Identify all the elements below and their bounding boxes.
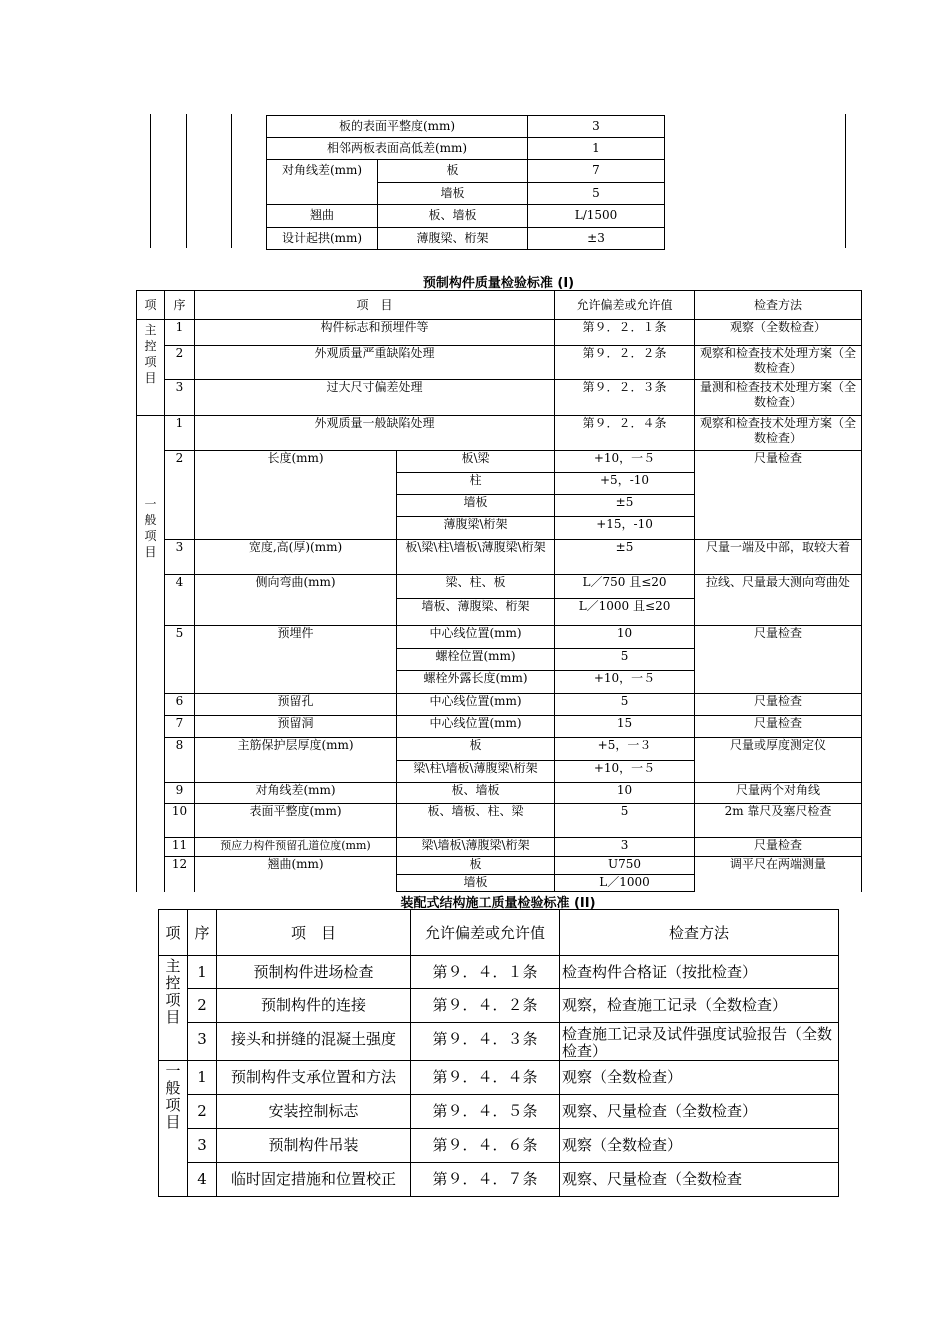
row-no: 1 [165, 320, 195, 346]
row-no: 2 [165, 346, 195, 380]
header-col1: 项 [159, 910, 188, 956]
method-cell: 尺量检查 [695, 451, 862, 540]
value-cell: 10 [555, 783, 695, 804]
item-cell: 预应力构件预留孔道位度(mm) [195, 838, 397, 857]
table-row [159, 1163, 839, 1197]
value-cell: 7 [528, 160, 665, 183]
value-cell: L／1000 [555, 875, 695, 892]
item-cell: 板的表面平整度(mm) [267, 116, 528, 138]
row-no: 1 [188, 1061, 217, 1095]
value-cell: 5 [528, 183, 665, 205]
item-cell: 长度(mm) [195, 451, 397, 540]
sub-item-cell: 中心线位置(mm) [397, 626, 555, 649]
sub-item-cell: 墙板 [378, 183, 528, 205]
row-no: 2 [165, 451, 195, 540]
method-cell: 观察、尺量检查（全数检查 [560, 1163, 839, 1197]
method-cell: 尺量检查 [695, 838, 862, 857]
sub-item-cell: 板 [397, 738, 555, 761]
sub-item-cell: 墙板、薄腹梁、桁架 [397, 599, 555, 626]
item-cell: 外观质量一般缺陷处理 [195, 416, 555, 451]
row-no: 3 [188, 1129, 217, 1163]
header-col5: 检查方法 [695, 291, 862, 320]
item-cell: 设计起拱(mm) [267, 228, 378, 250]
top-table [266, 115, 665, 250]
row-no: 2 [188, 989, 217, 1023]
sub-item-cell: 板 [397, 857, 555, 875]
sub-item-cell: 中心线位置(mm) [397, 694, 555, 716]
value-cell: L／1000 且≤20 [555, 599, 695, 626]
table2 [158, 909, 839, 1197]
value-cell: ±5 [555, 495, 695, 517]
table-row [137, 694, 862, 716]
value-cell: 10 [555, 626, 695, 649]
item-cell: 翘曲(mm) [195, 857, 397, 892]
method-cell: 检查施工记录及试件强度试验报告（全数检查） [560, 1023, 839, 1061]
value-cell: 5 [555, 694, 695, 716]
method-cell: 观察、尺量检查（全数检查） [560, 1095, 839, 1129]
item-cell: 翘曲 [267, 205, 378, 228]
value-cell: ±3 [528, 228, 665, 250]
row-no: 11 [165, 838, 195, 857]
table-row [137, 451, 862, 473]
method-cell: 观察和检查技术处理方案（全数检查） [695, 346, 862, 380]
method-cell: 尺量检查 [695, 626, 862, 694]
table1-title: 预制构件质量检验标准 (I) [422, 276, 575, 291]
item-cell: 接头和拼缝的混凝土强度 [217, 1023, 411, 1061]
general-label: 一般项目 [159, 1061, 188, 1197]
row-no: 3 [188, 1023, 217, 1061]
row-no: 6 [165, 694, 195, 716]
item-cell: 预制构件的连接 [217, 989, 411, 1023]
header-col2: 序 [188, 910, 217, 956]
method-cell: 观察（全数检查） [560, 1129, 839, 1163]
value-cell: 5 [555, 804, 695, 838]
value-cell: +10，一５ [555, 761, 695, 783]
item-cell: 相邻两板表面高低差(mm) [267, 138, 528, 160]
item-cell: 对角线差(mm) [195, 783, 397, 804]
row-no: 4 [188, 1163, 217, 1197]
sub-item-cell: 板\梁\柱\墙板\薄腹梁\桁架 [397, 540, 555, 575]
sub-item-cell: 螺栓位置(mm) [397, 649, 555, 671]
value-cell: U750 [555, 857, 695, 875]
general-label: 一般项目 [137, 416, 165, 892]
table-row [137, 838, 862, 857]
item-cell: 宽度,高(厚)(mm) [195, 540, 397, 575]
table-row [137, 626, 862, 649]
header-col4: 允许偏差或允许值 [555, 291, 695, 320]
row-no: 5 [165, 626, 195, 694]
value-cell: 第９．４．１条 [411, 956, 560, 989]
value-cell: 5 [555, 649, 695, 671]
method-cell: 观察，检查施工记录（全数检查） [560, 989, 839, 1023]
value-cell: 第９．２．１条 [555, 320, 695, 346]
value-cell: 第９．４．７条 [411, 1163, 560, 1197]
value-cell: 第９．２．３条 [555, 380, 695, 416]
value-cell: 1 [528, 138, 665, 160]
row-no: 1 [165, 416, 195, 451]
sub-item-cell: 梁\柱\墙板\薄腹梁\桁架 [397, 761, 555, 783]
table-row [267, 160, 665, 183]
item-cell: 表面平整度(mm) [195, 804, 397, 838]
sub-item-cell: 墙板 [397, 875, 555, 892]
table-header-row [159, 910, 839, 956]
item-cell: 预制构件支承位置和方法 [217, 1061, 411, 1095]
item-cell: 对角线差(mm) [267, 160, 378, 205]
table-row [137, 804, 862, 838]
sub-item-cell: 梁\墙板\薄腹梁\桁架 [397, 838, 555, 857]
sub-item-cell: 板、墙板、柱、梁 [397, 804, 555, 838]
column-line [231, 114, 232, 248]
value-cell: 第９．２．４条 [555, 416, 695, 451]
header-col5: 检查方法 [560, 910, 839, 956]
value-cell: L／750 且≤20 [555, 575, 695, 599]
main-control-label: 主控项目 [137, 320, 165, 416]
table-row [137, 575, 862, 599]
method-cell: 尺量或厚度测定仪 [695, 738, 862, 783]
row-no: 3 [165, 540, 195, 575]
row-no: 4 [165, 575, 195, 626]
table-row [159, 956, 839, 989]
value-cell: 第９．４．６条 [411, 1129, 560, 1163]
sub-item-cell: 板、墙板 [378, 205, 528, 228]
method-cell: 检查构件合格证（按批检查） [560, 956, 839, 989]
table-row [159, 1129, 839, 1163]
method-cell: 观察（全数检查） [560, 1061, 839, 1095]
row-no: 8 [165, 738, 195, 783]
table-row [267, 205, 665, 228]
value-cell: ±5 [555, 540, 695, 575]
table-row [159, 1095, 839, 1129]
method-cell: 尺量检查 [695, 694, 862, 716]
right-border-line [845, 114, 846, 248]
header-col1: 项 [137, 291, 165, 320]
item-cell: 预留洞 [195, 716, 397, 738]
value-cell: +10，一５ [555, 671, 695, 694]
table-row [159, 1061, 839, 1095]
sub-item-cell: 板、墙板 [397, 783, 555, 804]
value-cell: +5，一３ [555, 738, 695, 761]
item-cell: 外观质量严重缺陷处理 [195, 346, 555, 380]
column-line [186, 114, 187, 248]
header-col2: 序 [165, 291, 195, 320]
item-cell: 预制构件吊装 [217, 1129, 411, 1163]
left-border-line [150, 114, 151, 248]
value-cell: 3 [528, 116, 665, 138]
sub-item-cell: 板\梁 [397, 451, 555, 473]
table1 [136, 290, 862, 892]
value-cell: 第９．４．２条 [411, 989, 560, 1023]
item-cell: 预制构件进场检查 [217, 956, 411, 989]
item-cell: 预留孔 [195, 694, 397, 716]
value-cell: 第９．２．２条 [555, 346, 695, 380]
sub-item-cell: 螺栓外露长度(mm) [397, 671, 555, 694]
table-row [137, 416, 862, 451]
table-row [137, 857, 862, 875]
sub-item-cell: 梁、柱、板 [397, 575, 555, 599]
row-no: 10 [165, 804, 195, 838]
value-cell: +10，一５ [555, 451, 695, 473]
table-row [137, 540, 862, 575]
header-col3: 项 目 [217, 910, 411, 956]
sub-item-cell: 板 [378, 160, 528, 183]
method-cell: 调平尺在两端测量 [695, 857, 862, 892]
table-row [137, 716, 862, 738]
row-no: 1 [188, 956, 217, 989]
table2-title: 装配式结构施工质量检验标准 (II) [400, 896, 596, 911]
row-no: 3 [165, 380, 195, 416]
method-cell: 尺量一端及中部，取较大着 [695, 540, 862, 575]
sub-item-cell: 墙板 [397, 495, 555, 517]
method-cell: 观察（全数检查） [695, 320, 862, 346]
method-cell: 尺量两个对角线 [695, 783, 862, 804]
table-row [267, 138, 665, 160]
method-cell: 尺量检查 [695, 716, 862, 738]
value-cell: 15 [555, 716, 695, 738]
table-row [267, 228, 665, 250]
header-col3: 项 目 [195, 291, 555, 320]
row-no: 7 [165, 716, 195, 738]
table-row [137, 320, 862, 346]
item-cell: 安装控制标志 [217, 1095, 411, 1129]
sub-item-cell: 薄腹梁、桁架 [378, 228, 528, 250]
header-col4: 允许偏差或允许值 [411, 910, 560, 956]
table-row [137, 380, 862, 416]
sub-item-cell: 薄腹梁\桁架 [397, 517, 555, 540]
row-no: 9 [165, 783, 195, 804]
item-cell: 侧向弯曲(mm) [195, 575, 397, 626]
sub-item-cell: 中心线位置(mm) [397, 716, 555, 738]
value-cell: +5，-10 [555, 473, 695, 495]
method-cell: 观察和检查技术处理方案（全数检查） [695, 416, 862, 451]
value-cell: +15，-10 [555, 517, 695, 540]
value-cell: 第９．４．５条 [411, 1095, 560, 1129]
sub-item-cell: 柱 [397, 473, 555, 495]
table-row [137, 346, 862, 380]
method-cell: 2m 靠尺及塞尺检查 [695, 804, 862, 838]
table-row [137, 783, 862, 804]
value-cell: 第９．４．４条 [411, 1061, 560, 1095]
table-row [267, 116, 665, 138]
table-header-row [137, 291, 862, 320]
value-cell: L/1500 [528, 205, 665, 228]
item-cell: 临时固定措施和位置校正 [217, 1163, 411, 1197]
value-cell: 3 [555, 838, 695, 857]
method-cell: 拉线、尺量最大测向弯曲处 [695, 575, 862, 626]
table-row [137, 738, 862, 761]
table-row [159, 1023, 839, 1061]
item-cell: 主筋保护层厚度(mm) [195, 738, 397, 783]
main-control-label: 主控项目 [159, 956, 188, 1061]
value-cell: 第９．４．３条 [411, 1023, 560, 1061]
item-cell: 过大尺寸偏差处理 [195, 380, 555, 416]
item-cell: 预埋件 [195, 626, 397, 694]
item-cell: 构件标志和预埋件等 [195, 320, 555, 346]
method-cell: 量测和检查技术处理方案（全数检查） [695, 380, 862, 416]
row-no: 2 [188, 1095, 217, 1129]
row-no: 12 [165, 857, 195, 892]
table-row [159, 989, 839, 1023]
